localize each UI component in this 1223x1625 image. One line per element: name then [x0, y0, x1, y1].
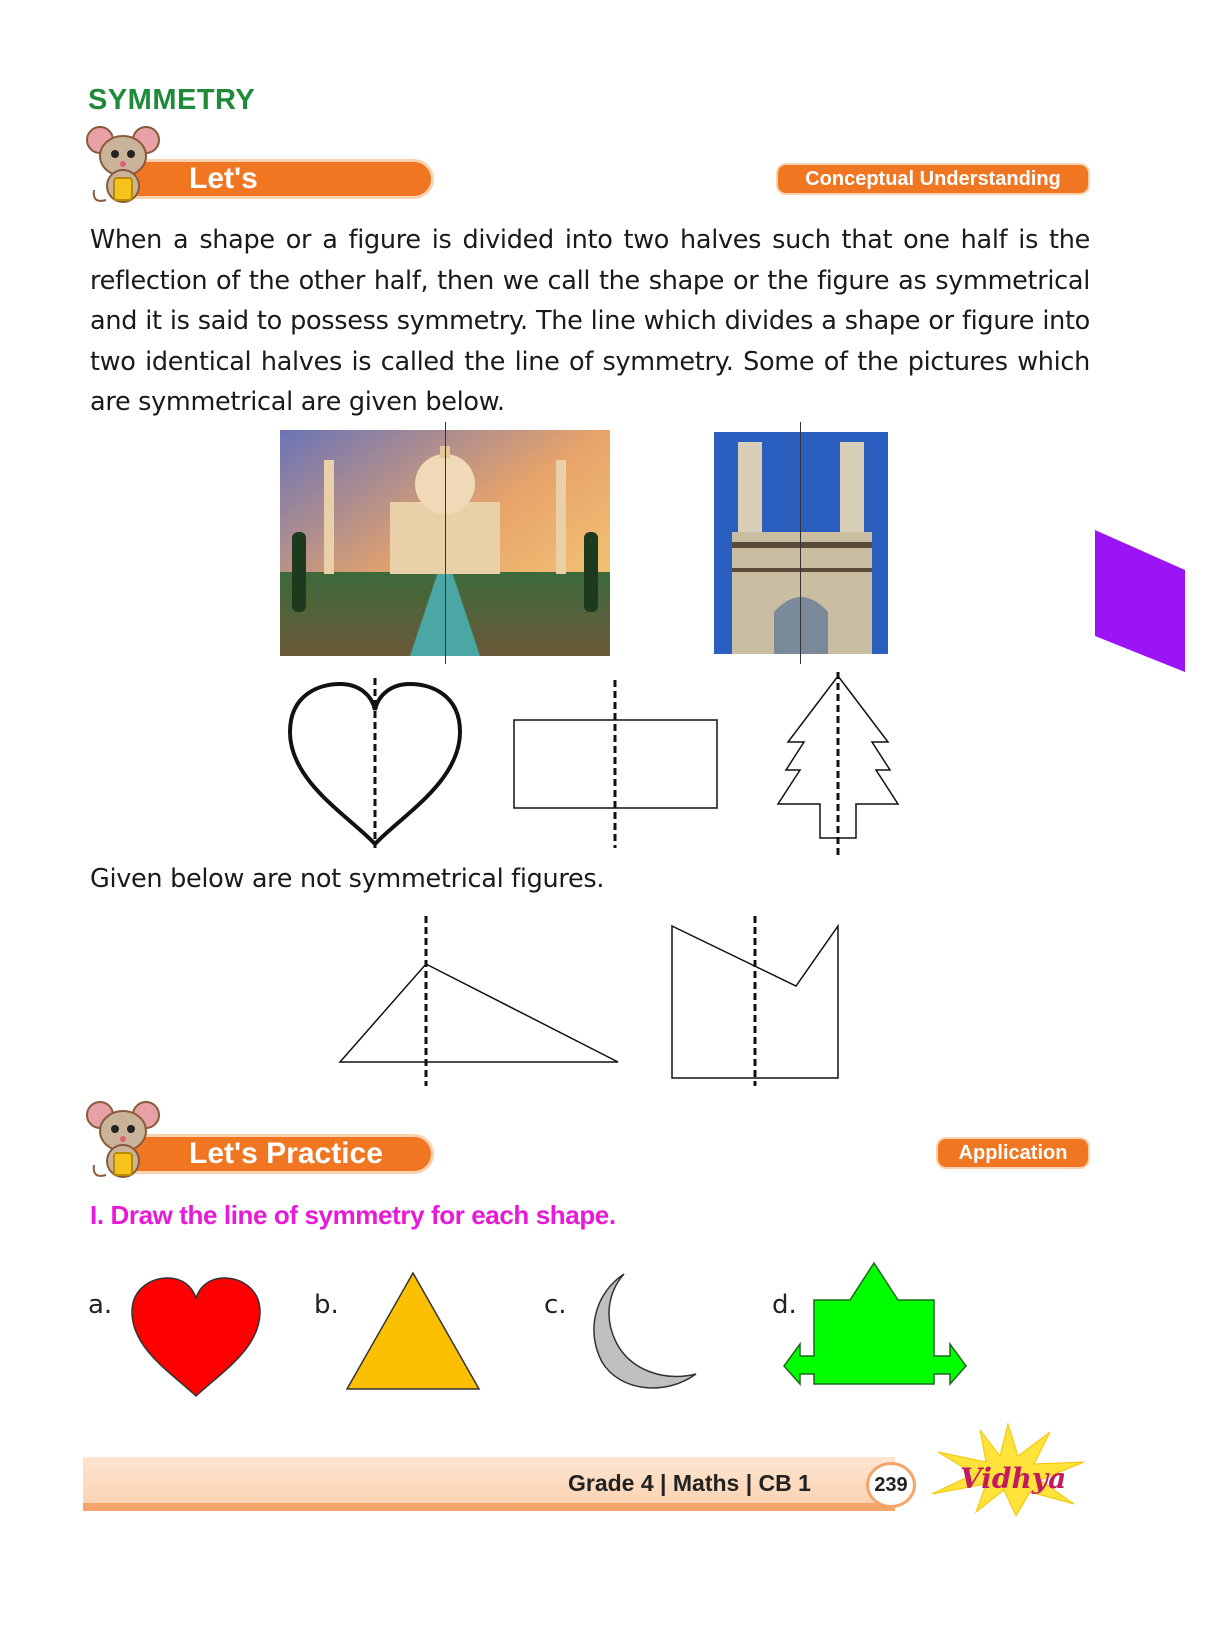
- item-label-d: d.: [772, 1290, 797, 1320]
- irregular-pentagon-outline: [672, 926, 838, 1078]
- item-label-b: b.: [314, 1290, 339, 1320]
- symmetry-line: [800, 422, 801, 664]
- tag-label: Conceptual Understanding: [805, 168, 1061, 190]
- logo-text: Vidhya: [960, 1462, 1067, 1495]
- side-tab: [1095, 530, 1185, 672]
- footer-stripe: [83, 1503, 895, 1511]
- heart-shape[interactable]: [130, 1276, 262, 1400]
- crescent-shape[interactable]: [584, 1270, 700, 1394]
- tag-application: [936, 1137, 1090, 1169]
- non-symmetrical-figures: [336, 914, 846, 1090]
- footer-text: Grade 4 | Maths | CB 1: [568, 1470, 811, 1496]
- symmetrical-figures: [280, 672, 910, 862]
- house-with-arrows-shape[interactable]: [782, 1260, 968, 1388]
- charminar-picture: [714, 422, 888, 664]
- question-text: I. Draw the line of symmetry for each shape.: [90, 1200, 616, 1230]
- tag-conceptual-understanding: [776, 163, 1090, 195]
- heart-outline: [290, 684, 460, 844]
- mouse-mascot-icon: [86, 120, 166, 210]
- chapter-title: SYMMETRY: [88, 84, 256, 116]
- triangle-shape[interactable]: [344, 1270, 482, 1392]
- banner-label: Let's Understand: [189, 162, 356, 229]
- scalene-triangle-outline: [340, 964, 618, 1062]
- mouse-mascot-icon: [86, 1095, 166, 1185]
- symmetry-line: [445, 422, 446, 664]
- intro-paragraph: When a shape or a figure is divided into two halves such that one half is the reflection of the other half, then we call the shape or the figure as symmetrical and it is said to possess symmetry. The line which divides a shape or figure into two identical halves is called the line of symmetry. Some of the pictures which are symmetrical are given below.: [90, 225, 1090, 417]
- section-banner-practice: [120, 1134, 434, 1204]
- banner-label: Let's Practice 7.4: [189, 1137, 383, 1204]
- page-number: 239: [866, 1462, 916, 1508]
- not-symmetrical-caption: Given below are not symmetrical figures.: [90, 864, 605, 894]
- item-label-a: a.: [88, 1290, 113, 1320]
- item-label-c: c.: [544, 1290, 567, 1320]
- vidhya-logo: [924, 1422, 1092, 1518]
- tag-label: Application: [958, 1142, 1068, 1164]
- section-banner-understand: [120, 159, 434, 229]
